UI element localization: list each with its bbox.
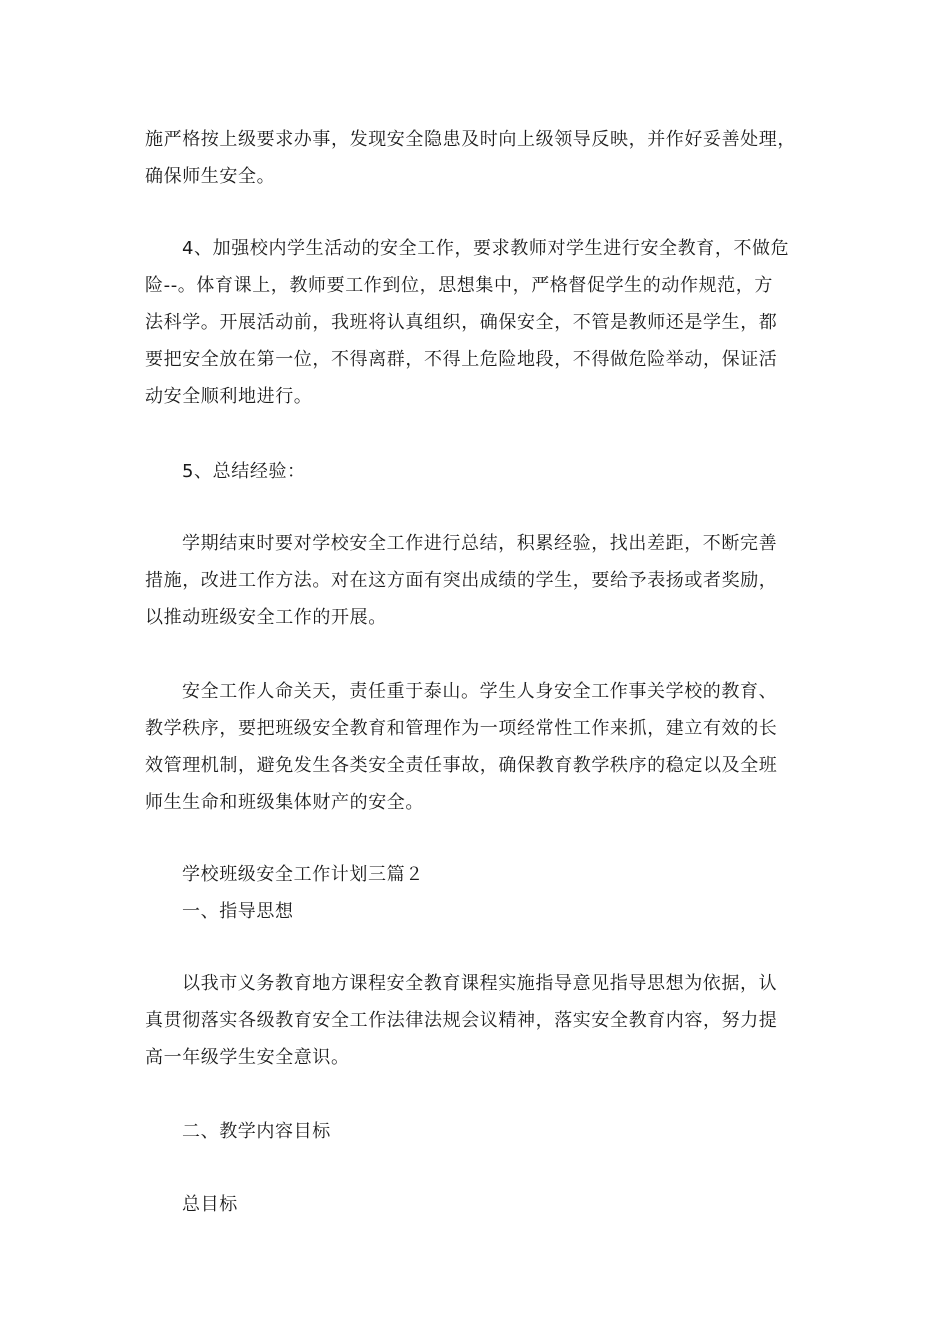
paragraph-line: 总目标 xyxy=(182,1194,238,1215)
paragraph-line: 高一年级学生安全意识。 xyxy=(145,1047,350,1068)
paragraph-line: 学期结束时要对学校安全工作进行总结，积累经验，找出差距，不断完善 xyxy=(182,533,778,554)
subheading-overall-goal xyxy=(145,1186,815,1223)
paragraph-line: 效管理机制，避免发生各类安全责任事故，确保教育教学秩序的稳定以及全班 xyxy=(145,755,778,776)
paragraph-line: 要把安全放在第一位，不得离群，不得上危险地段，不得做危险举动，保证活 xyxy=(145,349,778,370)
paragraph-line: 以我市义务教育地方课程安全教育课程实施指导意见指导思想为依据，认 xyxy=(182,973,778,994)
paragraph-line: 4、加强校内学生活动的安全工作，要求教师对学生进行安全教育，不做危 xyxy=(182,238,790,259)
paragraph-line: 确保师生安全。 xyxy=(145,166,276,187)
paragraph-line: 安全工作人命关天，责任重于泰山。学生人身安全工作事关学校的教育、 xyxy=(182,681,778,702)
paragraph-line: 险--。体育课上，教师要工作到位，思想集中，严格督促学生的动作规范，方 xyxy=(145,275,773,296)
paragraph-guiding-thought xyxy=(145,965,815,1076)
section-title: 学校班级安全工作计划三篇２ xyxy=(182,864,424,885)
paragraph-line: 教学秩序，要把班级安全教育和管理作为一项经常性工作来抓，建立有效的长 xyxy=(145,718,778,739)
paragraph-line: 措施，改进工作方法。对在这方面有突出成绩的学生，要给予表扬或者奖励， xyxy=(145,570,778,591)
paragraph-line: 师生生命和班级集体财产的安全。 xyxy=(145,792,424,813)
paragraph-line: 施严格按上级要求办事，发现安全隐患及时向上级领导反映，并作好妥善处理， xyxy=(145,129,796,150)
section-heading-teaching-goals xyxy=(145,1113,815,1150)
paragraph-item-5-heading xyxy=(145,453,815,490)
paragraph-line: 法科学。开展活动前，我班将认真组织，确保安全，不管是教师还是学生，都 xyxy=(145,312,778,333)
paragraph-line: 5、总结经验： xyxy=(182,461,306,482)
paragraph-term-summary xyxy=(145,525,815,636)
paragraph-item-4 xyxy=(145,230,815,415)
paragraph-safety-handling xyxy=(145,121,815,195)
paragraph-safety-importance xyxy=(145,673,815,821)
paragraph-line: 动安全顺利地进行。 xyxy=(145,386,313,407)
section-heading-guiding-thought: 一、指导思想 xyxy=(182,901,294,922)
paragraph-line: 二、教学内容目标 xyxy=(182,1121,331,1142)
section-title-plan-2 xyxy=(145,856,815,930)
paragraph-line: 以推动班级安全工作的开展。 xyxy=(145,607,387,628)
paragraph-line: 真贯彻落实各级教育安全工作法律法规会议精神，落实安全教育内容，努力提 xyxy=(145,1010,778,1031)
